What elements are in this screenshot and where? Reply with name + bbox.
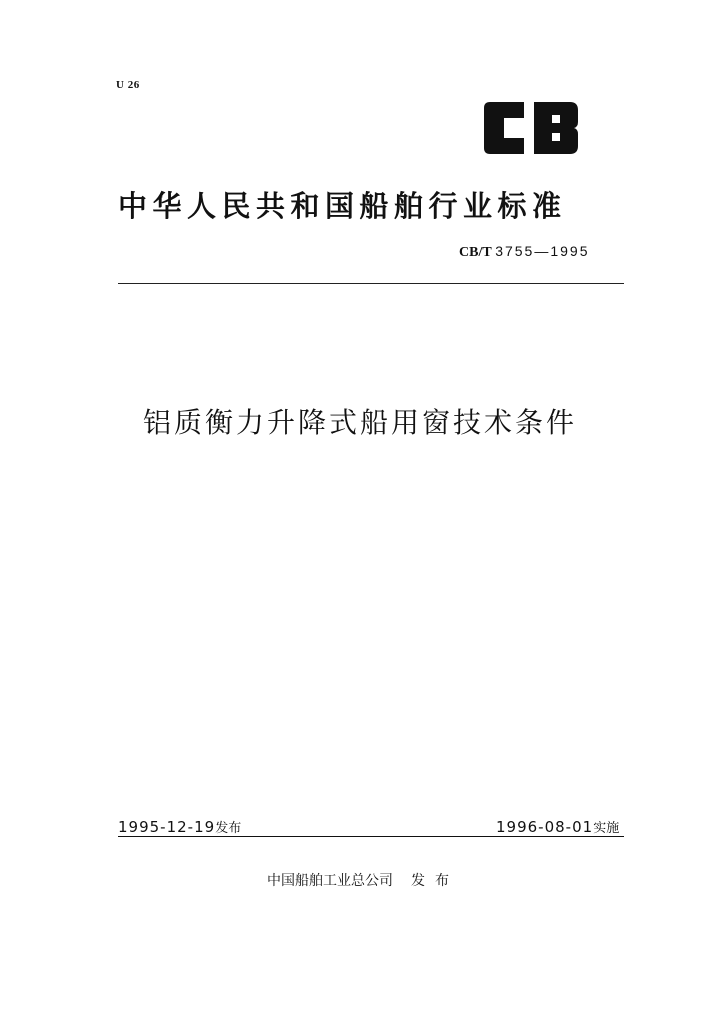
implementation-date-value: 1996-08-01 <box>496 818 594 836</box>
standard-code <box>459 243 589 261</box>
publisher-action: 发布 <box>411 873 459 889</box>
issue-date-value: 1995-12-19 <box>118 818 216 836</box>
classification-code: U 26 <box>116 79 140 91</box>
publisher-line <box>267 870 459 890</box>
standard-code-number: 3755—1995 <box>495 243 590 259</box>
cb-logo <box>482 100 580 156</box>
org-title: 中华人民共和国船舶行业标准 <box>118 189 567 223</box>
issue-date <box>118 817 241 836</box>
footer-divider <box>118 836 624 837</box>
issue-label: 发布 <box>215 821 242 836</box>
publisher-name: 中国船舶工业总公司 <box>267 873 393 889</box>
document-title: 铝质衡力升降式船用窗技术条件 <box>143 406 578 439</box>
implementation-date <box>496 817 619 836</box>
header-divider <box>118 283 624 284</box>
standard-code-prefix: CB/T <box>459 245 492 260</box>
implementation-label: 实施 <box>593 821 620 836</box>
